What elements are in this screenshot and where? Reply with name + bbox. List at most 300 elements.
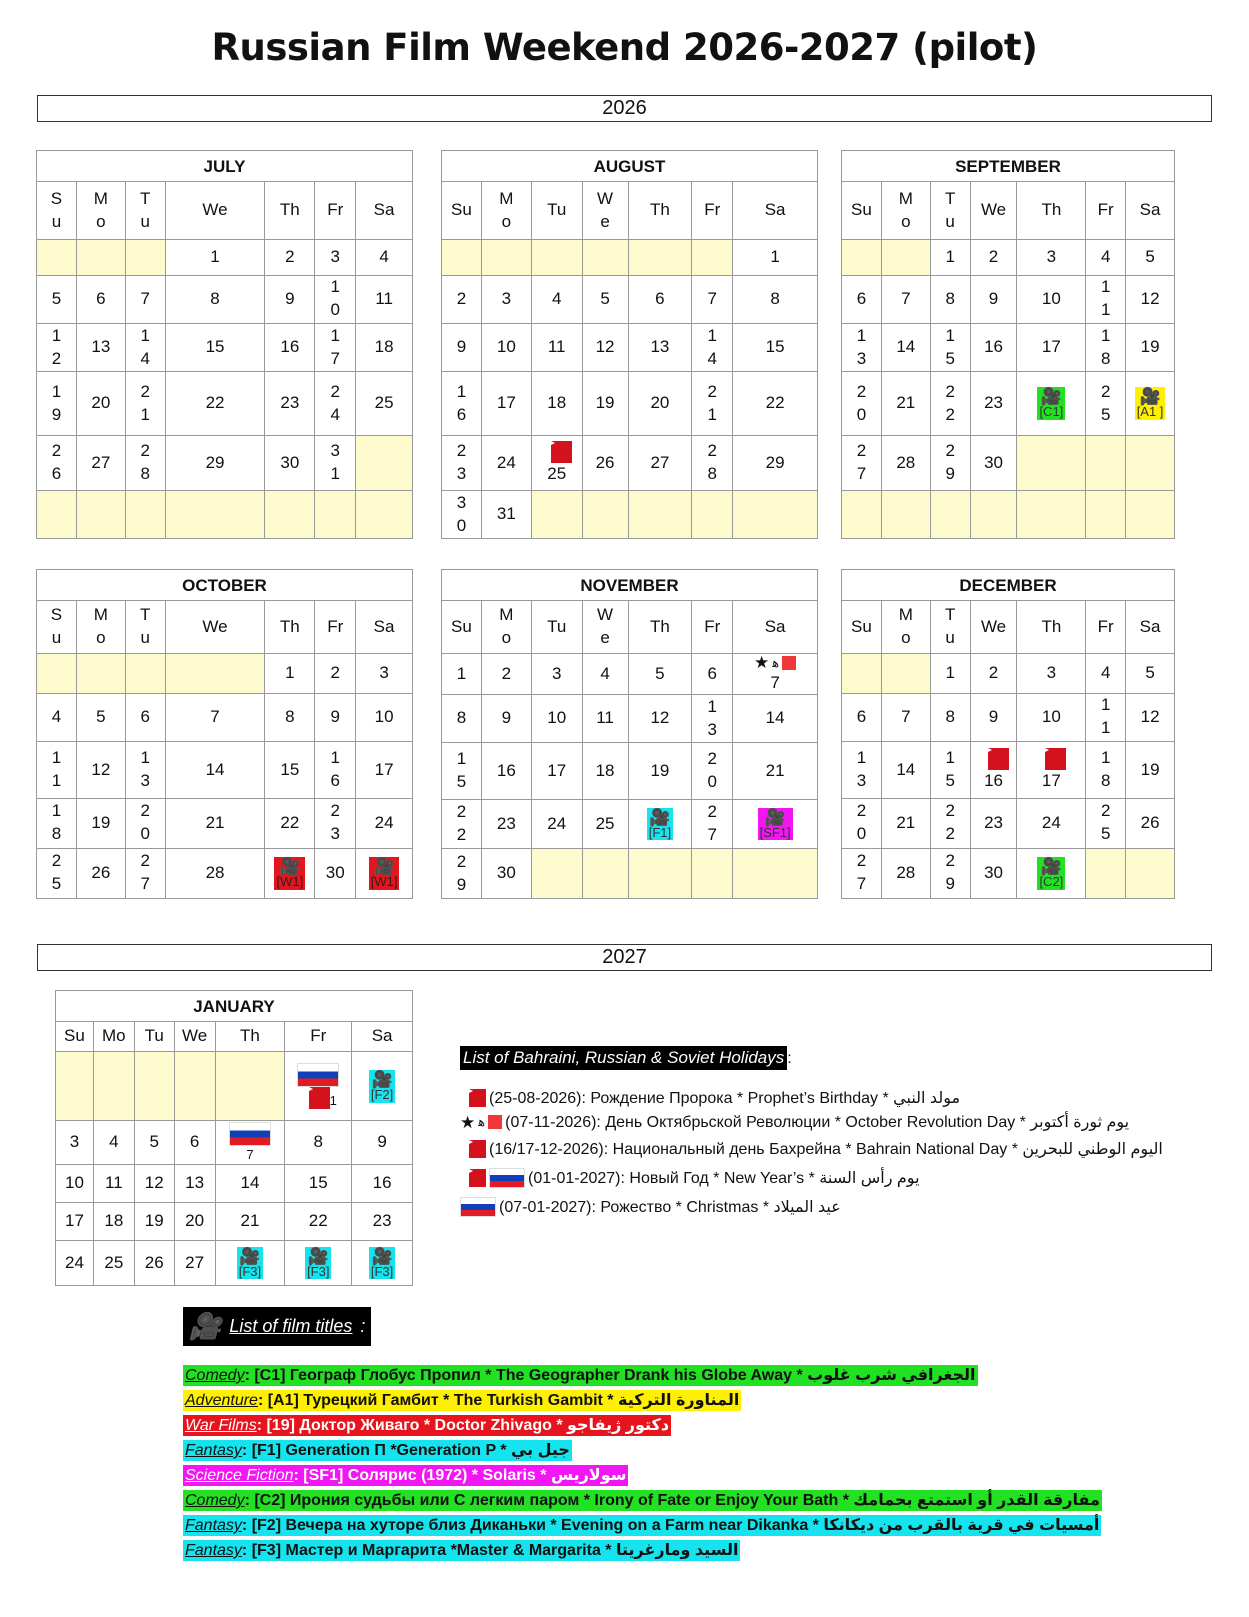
day-cell: 15 [265,742,315,799]
day-cell: 12 [1126,694,1174,742]
film-genre: Adventure [185,1392,258,1409]
day-cell: 8 [931,276,971,324]
day-cell: 1 8 [1086,324,1126,373]
day-cell: 15 [733,324,817,373]
day-cell: 10 [482,324,532,373]
day-cell: 23 [971,799,1018,848]
weekday-header: Sa [1126,601,1174,654]
day-cell: 12 [629,695,693,743]
day-cell: 9 [971,694,1018,742]
day-cell: 6 [77,276,126,324]
day-cell: 22 [166,372,266,435]
day-cell: 1 1 [1086,694,1126,742]
film-code: [W1] [276,873,304,889]
day-cell: 2 9 [931,849,971,898]
russia-flag-icon [297,1063,339,1087]
day-cell: 1 [931,240,971,276]
empty-day-cell [532,240,583,276]
empty-day-cell [265,491,315,538]
day-cell: 20 [77,372,126,435]
day-cell: 18 [94,1203,135,1241]
empty-day-cell [315,491,356,538]
empty-day-cell [77,240,126,276]
holiday-item [460,1197,841,1217]
film-text: : [SF1] Солярис (1972) * Solaris * سولاريس [293,1467,627,1484]
day-cell: 8 [285,1121,352,1165]
day-cell: 10 [356,694,412,742]
empty-day-cell [842,240,882,276]
day-cell: 4 [532,276,583,324]
month-october [36,569,413,899]
day-cell: 6 [629,276,693,324]
day-cell: 21 [216,1203,286,1241]
day-cell: 9 [971,276,1018,324]
month-name: SEPTEMBER [842,151,1174,182]
day-cell: 24 [532,800,583,849]
day-cell: 1 8 [1086,742,1126,799]
weekday-header: W e [583,601,629,654]
film-camera-badge [369,1070,395,1103]
empty-day-cell [733,849,817,898]
film-code: [SF1] [759,824,791,840]
day-cell: 5 [583,276,629,324]
day-cell: 3 [482,276,532,324]
film-code: [F3] [238,1263,262,1279]
weekday-header: Th [629,601,693,654]
day-cell: 26 [583,436,629,492]
day-cell: 3 [315,240,356,276]
moon-glyph: ﻫ [772,655,780,670]
day-cell: 9 [352,1121,412,1165]
empty-day-cell [126,654,166,694]
film-camera-icon: 🎥 [307,1246,329,1266]
day-cell: 6 [842,276,882,324]
film-item [183,1515,1101,1536]
weekday-header: Tu [532,182,583,240]
day-cell: 18 [583,743,629,800]
day-cell: 2 8 [692,436,733,492]
day-cell: 1 [733,240,817,276]
day-cell: 2 9 [931,436,971,492]
film-item [183,1490,1102,1511]
day-cell: 1 7 [315,324,356,373]
film-item [183,1390,741,1411]
weekday-header: T u [126,182,166,240]
empty-day-cell [37,240,77,276]
film-camera-badge [1037,387,1065,420]
day-cell: 14 [882,742,931,799]
day-cell [216,1121,286,1165]
weekday-header: T u [931,182,971,240]
day-cell: 2 1 [126,372,166,435]
day-cell: 21 [166,799,266,848]
month-december [841,569,1175,899]
day-cell: 14 [882,324,931,373]
day-cell: 3 1 [315,436,356,492]
film-camera-icon: 🎥 [649,807,671,827]
day-cell: 9 [315,694,356,742]
day-cell: 4 [583,654,629,695]
bahrain-flag-icon [979,748,1009,770]
day-cell: 14 [216,1165,286,1203]
day-cell: 16 [971,324,1018,373]
day-cell: 24 [1017,799,1086,848]
film-camera-icon: 🎥 [1139,387,1161,407]
weekday-header: Th [629,182,693,240]
day-cell: 5 [629,654,693,695]
day-cell: 1 1 [1086,276,1126,324]
film-code: [F2] [370,1086,394,1102]
film-text: : [F3] Мастер и Маргарита *Master & Margarita * السيد ومارغريتا [241,1542,739,1559]
day-cell: 19 [77,799,126,848]
day-cell [733,654,817,695]
month-november [441,569,818,899]
empty-day-cell [532,491,583,538]
film-camera-icon: 🎥 [239,1246,261,1266]
day-cell: 7 [126,276,166,324]
day-cell: 2 2 [931,372,971,435]
empty-day-cell [442,240,482,276]
weekday-header: Su [842,182,882,240]
bahrain-flag-icon [542,441,572,463]
day-cell: 22 [733,372,817,435]
weekday-header: Fr [692,182,733,240]
day-cell: 17 [532,743,583,800]
day-cell [971,742,1018,799]
day-cell: 22 [285,1203,352,1241]
russia-flag-icon [460,1197,496,1217]
weekday-header: We [175,1022,216,1052]
day-cell: 1 8 [37,799,77,848]
weekday-header: Fr [285,1022,352,1052]
day-cell: 7 [882,276,931,324]
weekday-header: Sa [352,1022,412,1052]
day-cell: 6 [126,694,166,742]
day-number: 16 [984,770,1003,790]
weekday-header: Fr [315,182,356,240]
weekday-header: M o [482,182,532,240]
day-cell: 3 [56,1121,94,1165]
day-cell: 2 0 [842,799,882,848]
day-cell: 28 [882,436,931,492]
empty-day-cell [166,491,266,538]
weekday-header: Su [442,182,482,240]
film-camera-badge [369,857,400,890]
month-september [841,150,1175,539]
empty-day-cell [94,1052,135,1121]
day-cell: 13 [629,324,693,373]
day-cell: 2 1 [692,372,733,435]
day-cell: 2 7 [126,849,166,898]
weekday-header: Sa [356,601,412,654]
day-cell: 1 5 [931,324,971,373]
day-cell: 1 5 [442,743,482,800]
day-cell [532,436,583,492]
day-cell: 2 5 [1086,799,1126,848]
empty-day-cell [1126,849,1174,898]
day-cell: 14 [733,695,817,743]
weekday-header: Th [216,1022,286,1052]
day-cell: 25 [94,1241,135,1285]
weekday-header: We [166,182,266,240]
day-cell: 21 [733,743,817,800]
weekday-header: Su [442,601,482,654]
day-cell: 5 [135,1121,175,1165]
day-cell: 9 [482,695,532,743]
day-cell: 30 [265,436,315,492]
film-item [183,1440,572,1461]
weekday-header: We [971,601,1018,654]
film-camera-icon: 🎥 [371,1246,393,1266]
day-cell: 1 0 [315,276,356,324]
day-cell [352,1052,412,1121]
weekday-header: M o [882,182,931,240]
day-cell: 29 [166,436,266,492]
day-cell: 17 [56,1203,94,1241]
day-cell: 1 9 [37,372,77,435]
day-cell: 27 [77,436,126,492]
day-cell: 3 [1017,654,1086,694]
month-january [55,990,413,1286]
day-cell: 26 [1126,799,1174,848]
empty-day-cell [842,491,882,538]
day-cell: 2 2 [931,799,971,848]
day-cell: 11 [356,276,412,324]
day-cell: 21 [882,799,931,848]
moon-glyph: ﻫ [478,1114,486,1129]
film-camera-icon: 🎥 [1040,387,1062,407]
empty-day-cell [692,849,733,898]
empty-day-cell [77,654,126,694]
day-cell: 2 [971,240,1018,276]
weekday-header: Th [1017,182,1086,240]
day-cell: 8 [733,276,817,324]
day-cell: 1 [931,654,971,694]
weekday-header: Th [265,601,315,654]
day-cell: 30 [971,436,1018,492]
day-cell: 2 2 [442,800,482,849]
empty-day-cell [1086,436,1126,492]
month-name: AUGUST [442,151,817,182]
day-cell: 20 [629,372,693,435]
day-cell: 2 5 [37,849,77,898]
day-cell [1017,742,1086,799]
film-code: [W1] [370,873,398,889]
day-cell: 11 [583,695,629,743]
weekday-header: Sa [733,601,817,654]
weekday-header: We [971,182,1018,240]
weekday-header: W e [583,182,629,240]
day-cell: 17 [356,742,412,799]
film-text: : [F2] Вечера на хуторе близ Диканьки * Evening on a Farm near Dikanka * أمسيات في قرية بالقرب من ديكانكا [241,1517,1100,1534]
holiday-text: (16/17-12-2026): Национальный день Бахрейна * Bahrain National Day * اليوم الوطني للبحرين [489,1141,1163,1158]
empty-day-cell [1126,491,1174,538]
weekday-header: Su [842,601,882,654]
empty-day-cell [126,240,166,276]
day-cell: 2 5 [1086,372,1126,435]
empty-day-cell [583,491,629,538]
empty-day-cell [629,240,693,276]
film-camera-icon: 🎥 [189,1311,222,1341]
day-cell: 31 [482,491,532,538]
month-name: NOVEMBER [442,570,817,601]
empty-day-cell [629,491,693,538]
film-text: : [F1] Generation П *Generation P * جيل بي [241,1442,570,1459]
day-cell: 8 [166,276,266,324]
film-genre: Comedy [185,1492,245,1509]
bahrain-flag-icon [460,1089,486,1107]
bahrain-flag-icon [460,1140,486,1158]
day-cell: 15 [285,1165,352,1203]
day-cell: 7 [882,694,931,742]
empty-day-cell [583,849,629,898]
weekday-header: T u [126,601,166,654]
empty-day-cell [931,491,971,538]
film-genre: Fantasy [185,1542,242,1559]
empty-day-cell [692,491,733,538]
day-cell: 2 3 [442,436,482,492]
weekday-header: S u [37,601,77,654]
day-cell: 16 [482,743,532,800]
empty-day-cell [692,240,733,276]
day-cell: 16 [352,1165,412,1203]
empty-day-cell [356,491,412,538]
day-cell: 10 [532,695,583,743]
day-cell: 2 [265,240,315,276]
empty-day-cell [882,240,931,276]
day-cell [1017,849,1086,898]
page-title: Russian Film Weekend 2026-2027 (pilot) [211,26,1038,69]
empty-day-cell [1017,436,1086,492]
empty-day-cell [77,491,126,538]
day-cell: 1 5 [931,742,971,799]
day-cell: 5 [37,276,77,324]
year-bar-2027: 2027 [37,944,1212,971]
day-cell: 2 8 [126,436,166,492]
day-cell: 10 [1017,276,1086,324]
day-cell: 23 [352,1203,412,1241]
holiday-text: (25-08-2026): Рождение Пророка * Prophet’s Birthday * مولد النبي [489,1090,961,1107]
day-cell: 2 0 [692,743,733,800]
empty-day-cell [166,654,266,694]
day-cell: 2 [442,276,482,324]
empty-day-cell [1126,436,1174,492]
day-number: 1 [329,1092,337,1108]
empty-day-cell [882,491,931,538]
film-text: : [C1] Географ Глобус Пропил * The Geographer Drank his Globe Away * الجغرافي شرب غلوب [244,1367,976,1384]
day-cell: 26 [77,849,126,898]
film-code: [A1 ] [1136,404,1164,420]
film-text: : [19] Доктор Живаго * Doctor Zhivago * دكتور ژيفاجو [256,1417,670,1434]
weekday-header: Th [265,182,315,240]
day-cell: 1 3 [842,324,882,373]
day-cell: 28 [882,849,931,898]
day-cell: 4 [356,240,412,276]
empty-day-cell [532,849,583,898]
weekday-header: Fr [315,601,356,654]
film-camera-badge [758,808,793,841]
day-cell: 24 [482,436,532,492]
weekday-header: Fr [1086,601,1126,654]
holiday-text: (07-01-2027): Рожество * Christmas * عيد الميلاد [499,1199,841,1216]
film-genre: Fantasy [185,1442,242,1459]
day-cell: 7 [166,694,266,742]
film-camera-badge [1037,857,1065,890]
day-cell: 7 [692,276,733,324]
month-name: OCTOBER [37,570,412,601]
film-camera-badge [237,1247,263,1280]
day-cell: 1 1 [37,742,77,799]
day-cell: 27 [175,1241,216,1285]
day-cell: 1 [166,240,266,276]
empty-day-cell [216,1052,286,1121]
film-genre: Science Fiction [185,1467,294,1484]
film-code: [C2] [1039,873,1064,889]
film-item [183,1415,671,1436]
day-cell: 5 [77,694,126,742]
day-cell: 10 [1017,694,1086,742]
bahrain-flag-icon [460,1169,486,1187]
day-cell: 11 [94,1165,135,1203]
day-cell: 1 4 [126,324,166,373]
day-cell: 12 [77,742,126,799]
film-code: [F1] [648,824,672,840]
weekday-header: Sa [733,182,817,240]
day-cell: 5 [1126,654,1174,694]
film-camera-icon: 🎥 [764,807,786,827]
star-icon: ★ [460,1112,476,1132]
empty-day-cell [842,654,882,694]
day-cell [1126,372,1174,435]
day-cell: 23 [971,372,1018,435]
holiday-item [460,1112,1129,1132]
holidays-list: List of Bahraini, Russian & Soviet Holidays : (25-08-2026): Рождение Пророка * Prophet’s Birthday * مولد النبي ★ ﻫ (07-11-2026): День Октябрьской Революции * October Revolution Day * يوم ثورة أكتوبر (16/17-12-2026): Национальный день Бахрейна * Bahrain National Day * اليوم الوطني للبحرين (01-01-2027): Новый Год * New Year’s * يوم رأس السنة (07-01-2027): Рожество * Christmas * عيد الميلاد [460,1048,1163,1216]
day-cell: 14 [166,742,266,799]
weekday-header: Tu [135,1022,175,1052]
film-code: [F3] [307,1263,330,1279]
day-cell: 19 [629,743,693,800]
day-number: 7 [246,1147,254,1163]
weekday-header: We [166,601,266,654]
empty-day-cell [175,1052,216,1121]
day-cell: 2 [315,654,356,694]
film-genre: War Films [185,1417,257,1434]
film-code: [F3] [370,1263,394,1279]
weekday-header: M o [882,601,931,654]
day-cell [356,849,412,898]
day-cell: 8 [931,694,971,742]
day-cell: 17 [482,372,532,435]
weekday-header: M o [482,601,532,654]
film-camera-badge [305,1247,331,1280]
day-cell: 27 [629,436,693,492]
day-cell: 1 [265,654,315,694]
day-cell: 30 [971,849,1018,898]
empty-day-cell [1017,491,1086,538]
russia-flag-icon [229,1122,271,1146]
day-cell: 2 4 [315,372,356,435]
bahrain-flag-icon [1036,748,1066,770]
empty-day-cell [1086,491,1126,538]
day-cell: 2 0 [126,799,166,848]
weekday-header: Mo [94,1022,135,1052]
film-camera-badge [274,857,305,890]
weekday-header: Su [56,1022,94,1052]
day-cell: 28 [166,849,266,898]
day-cell: 1 3 [842,742,882,799]
weekday-header: Sa [1126,182,1174,240]
film-camera-icon: 🎥 [371,1069,393,1089]
